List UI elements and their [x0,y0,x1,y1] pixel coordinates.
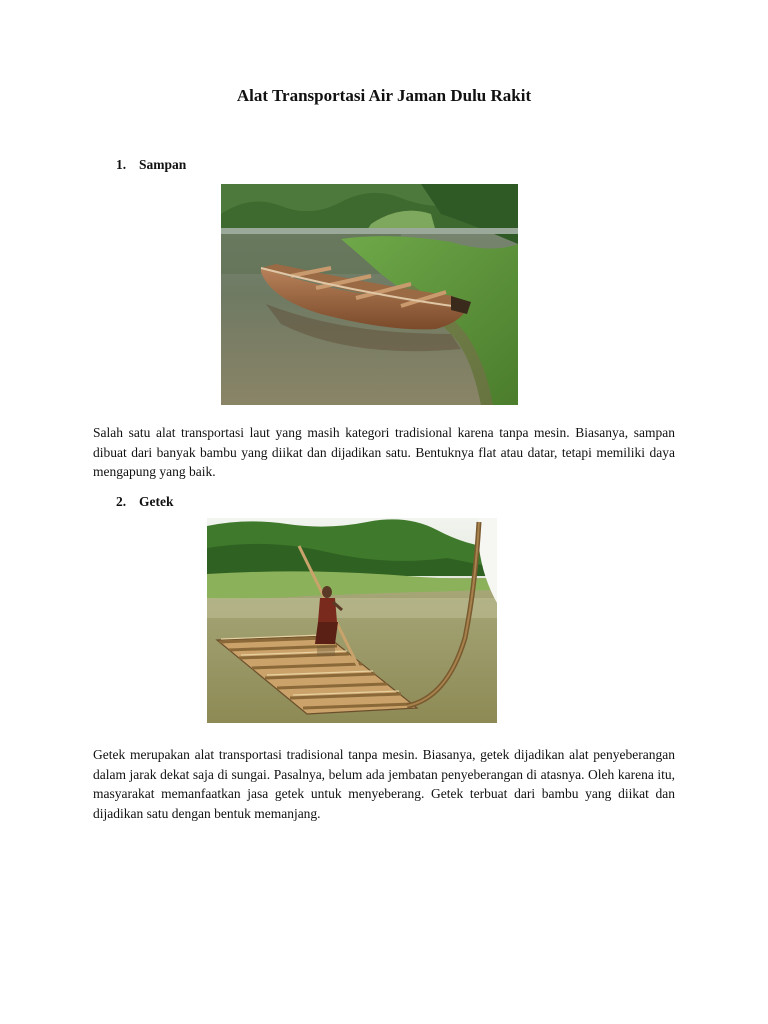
section-title: Sampan [139,157,187,172]
section-number: 2. [116,494,127,509]
getek-photo [207,518,497,723]
section-heading-getek [116,494,174,510]
document-title: Alat Transportasi Air Jaman Dulu Rakit [236,86,532,105]
sampan-photo [221,184,518,405]
section-number: 1. [116,157,127,172]
section-paragraph: Getek merupakan alat transportasi tradisional tanpa mesin. Biasanya, getek dijadikan alat penyeberangan dalam jarak dekat saja di sungai. Pasalnya, belum ada jembatan penyeberangan di atasnya. Oleh karena itu, masyarakat memanfaatkan jasa getek untuk menyeberang. Getek terbuat dari bambu yang diikat dan dijadikan satu dengan bentuk memanjang. [93,747,675,821]
section-title: Getek [139,494,174,509]
section-paragraph: Salah satu alat transportasi laut yang masih kategori tradisional karena tanpa mesin. Biasanya, sampan dibuat dari banyak bambu yang diikat dan dijadikan satu. Bentuknya flat atau datar, tetapi memiliki daya mengapung yang baik. [93,425,675,479]
section-heading-sampan [116,157,186,173]
